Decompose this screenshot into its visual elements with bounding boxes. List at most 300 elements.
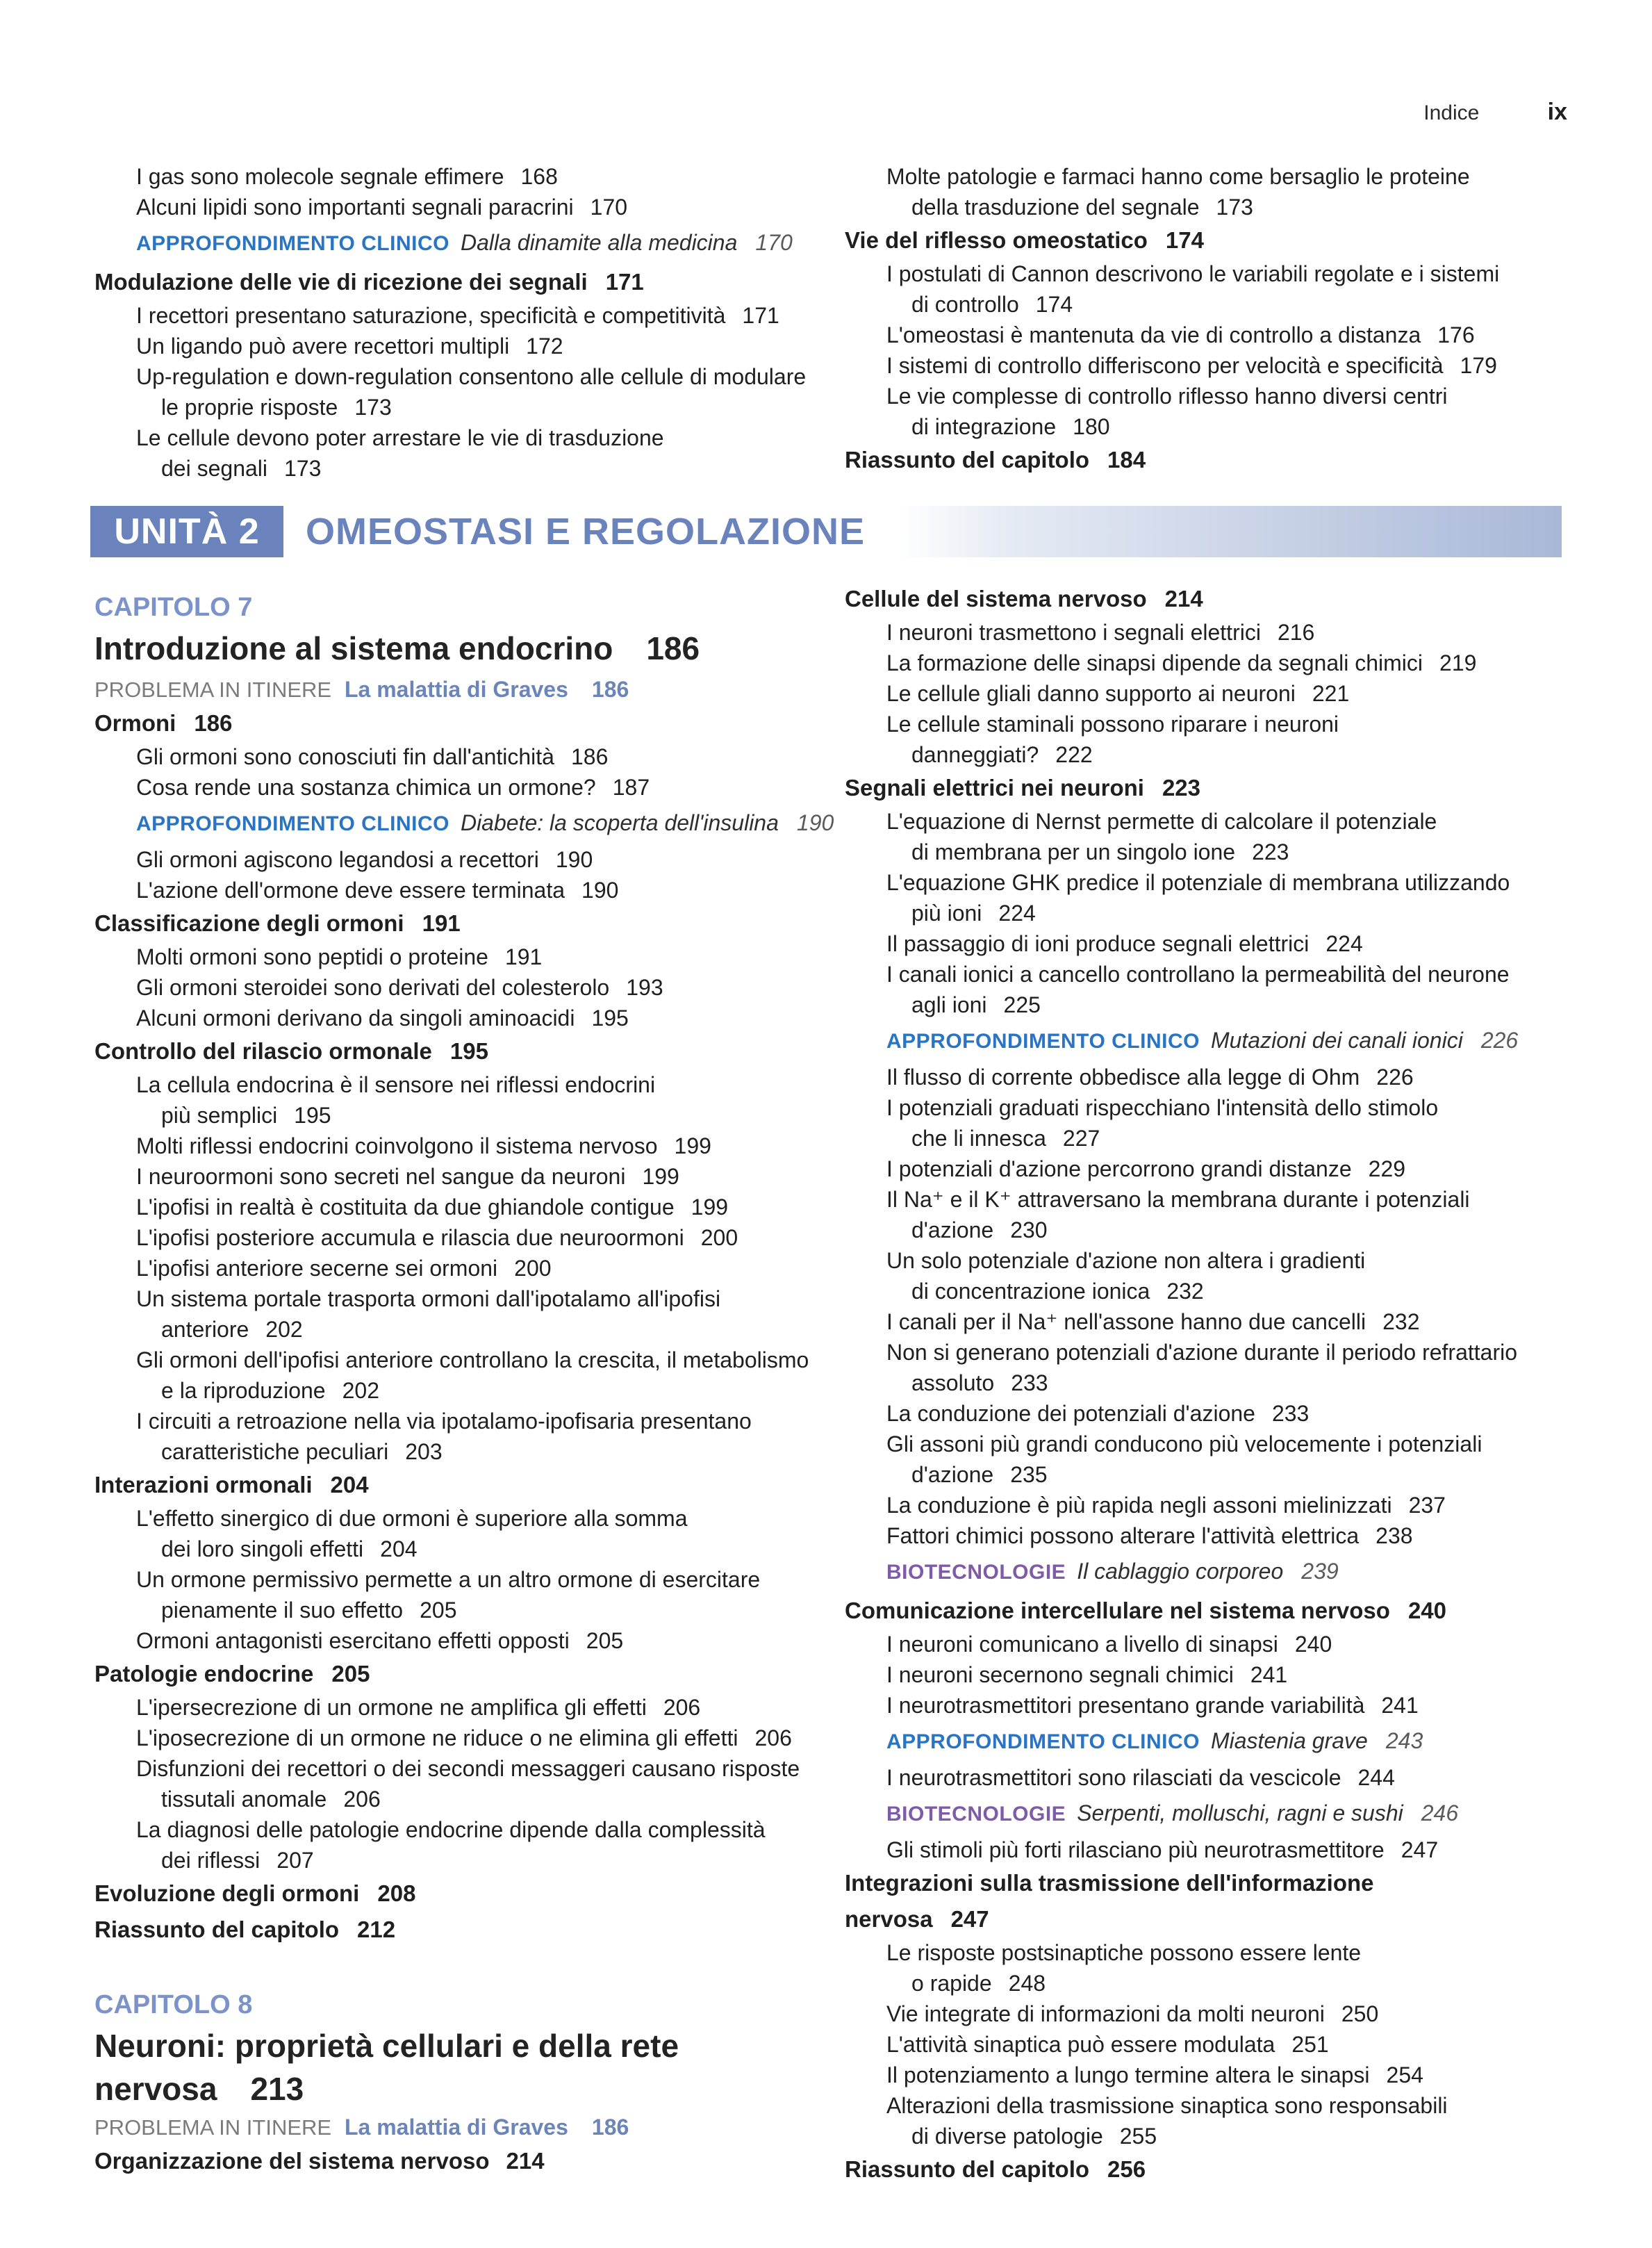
section-entry[interactable]	[94, 1467, 831, 1503]
subsection-entry[interactable]	[845, 1762, 1567, 1793]
entry-title: tissutali anomale	[161, 1787, 327, 1812]
entry-title: Classificazione degli ormoni	[94, 910, 404, 936]
entry-title: Le cellule staminali possono riparare i neuroni	[886, 712, 1339, 737]
entry-title: e la riproduzione	[161, 1378, 326, 1403]
entry-title: Molte patologie e farmaci hanno come bersaglio le proteine	[886, 164, 1470, 189]
subsection-entry[interactable]	[845, 1337, 1567, 1368]
entry-title: L'iposecrezione di un ormone ne riduce o ne elimina gli effetti	[136, 1725, 738, 1750]
entry-page: 206	[343, 1787, 381, 1812]
entry-page: 184	[1107, 447, 1146, 473]
entry-page: 214	[506, 2148, 545, 2174]
entry-page: 223	[1162, 775, 1200, 801]
callout-page: 239	[1301, 1559, 1339, 1584]
section-entry[interactable]	[845, 770, 1567, 806]
entry-continuation[interactable]	[845, 837, 1567, 867]
callout-page: 190	[796, 810, 834, 835]
callout-title: Dalla dinamite alla medicina	[460, 230, 738, 255]
subsection-entry[interactable]	[845, 617, 1567, 648]
entry-page: 232	[1382, 1309, 1420, 1334]
section-entry[interactable]	[845, 1593, 1567, 1629]
entry-page: 224	[998, 901, 1036, 926]
entry-title: Controllo del rilascio ormonale	[94, 1038, 432, 1064]
entry-title: Il potenziamento a lungo termine altera le sinapsi	[886, 2062, 1370, 2087]
entry-page: 186	[194, 710, 233, 736]
entry-page: 186	[570, 744, 609, 769]
subsection-entry[interactable]	[845, 1184, 1567, 1215]
chapter-label: CAPITOLO 7	[94, 593, 253, 622]
entry-title: dei riflessi	[161, 1848, 261, 1873]
section-entry[interactable]	[845, 2151, 1567, 2188]
entry-page: 254	[1386, 2062, 1423, 2087]
callout-page: 243	[1385, 1728, 1423, 1753]
entry-title: I postulati di Cannon descrivono le variabili regolate e i sistemi	[886, 261, 1500, 286]
subsection-entry[interactable]	[845, 381, 1567, 411]
entry-title: La cellula endocrina è il sensore nei riflessi endocrini	[136, 1072, 656, 1097]
entry-continuation[interactable]	[845, 289, 1567, 320]
entry-page: 230	[1010, 1217, 1048, 1242]
entry-continuation[interactable]	[94, 1375, 831, 1406]
entry-page: 205	[586, 1628, 624, 1653]
subsection-entry[interactable]	[845, 678, 1567, 709]
entry-title: La conduzione è più rapida negli assoni mielinizzati	[886, 1493, 1392, 1518]
entry-title: d'azione	[911, 1462, 994, 1487]
entry-title: Gli ormoni sono conosciuti fin dall'antichità	[136, 744, 554, 769]
entry-page: 170	[590, 195, 628, 220]
entry-title: Le cellule gliali danno supporto ai neuroni	[886, 681, 1296, 706]
entry-title: La diagnosi delle patologie endocrine dipende dalla complessità	[136, 1817, 766, 1842]
entry-title: Patologie endocrine	[94, 1661, 314, 1687]
entry-page: 221	[1312, 681, 1350, 706]
entry-title: Fattori chimici possono alterare l'attività elettrica	[886, 1523, 1360, 1548]
subsection-entry[interactable]	[845, 1520, 1567, 1551]
entry-title: Disfunzioni dei recettori o dei secondi messaggeri causano risposte	[136, 1756, 800, 1781]
callout-tag: APPROFONDIMENTO CLINICO	[136, 232, 449, 255]
entry-title: dei segnali	[161, 456, 267, 481]
entry-title: di integrazione	[911, 414, 1057, 439]
entry-title: I potenziali graduati rispecchiano l'intensità dello stimolo	[886, 1095, 1439, 1120]
entry-title: Alcuni ormoni derivano da singoli aminoacidi	[136, 1006, 575, 1031]
entry-title: L'ipofisi posteriore accumula e rilascia due neuroormoni	[136, 1225, 684, 1250]
entry-page: 176	[1437, 322, 1475, 347]
entry-page: 208	[377, 1880, 416, 1906]
subsection-entry[interactable]	[94, 844, 831, 875]
section-entry[interactable]	[94, 1876, 831, 1912]
entry-page: 250	[1341, 2001, 1379, 2026]
entry-title: Modulazione delle vie di ricezione dei segnali	[94, 269, 588, 295]
unit-title: OMEOSTASI E REGOLAZIONE	[306, 511, 866, 552]
callout-title: Diabete: la scoperta dell'insulina	[460, 810, 779, 835]
biotech-callout[interactable]	[845, 1551, 1567, 1593]
entry-page: 205	[331, 1661, 370, 1687]
entry-continuation[interactable]	[94, 1436, 831, 1467]
subsection-entry[interactable]	[94, 1692, 831, 1723]
section-entry[interactable]	[845, 1865, 1567, 1901]
section-entry[interactable]	[94, 1912, 831, 1948]
subsection-entry[interactable]	[94, 741, 831, 772]
section-entry[interactable]	[94, 905, 831, 942]
chapter-title-text: Introduzione al sistema endocrino	[94, 630, 613, 666]
entry-title: L'azione dell'ormone deve essere terminata	[136, 878, 565, 903]
subsection-entry[interactable]	[845, 1835, 1567, 1865]
entry-page: 180	[1073, 414, 1110, 439]
subsection-entry[interactable]	[845, 2060, 1567, 2090]
entry-continuation[interactable]	[94, 1845, 831, 1876]
subsection-entry[interactable]	[94, 422, 817, 453]
entry-continuation[interactable]	[845, 1368, 1567, 1398]
entry-title: Evoluzione degli ormoni	[94, 1880, 360, 1906]
entry-page: 216	[1277, 620, 1315, 645]
problem-label: PROBLEMA IN ITINERE	[94, 2115, 332, 2140]
entry-page: 238	[1376, 1523, 1413, 1548]
callout-page: 246	[1421, 1800, 1459, 1826]
entry-title: pienamente il suo effetto	[161, 1598, 404, 1623]
problem-title: La malattia di Graves	[344, 2115, 568, 2140]
callout-title: Serpenti, molluschi, ragni e sushi	[1077, 1800, 1403, 1826]
right-bottom-list	[845, 581, 1567, 2188]
entry-title: di controllo	[911, 292, 1019, 317]
subsection-entry[interactable]	[94, 1345, 831, 1375]
entry-continuation[interactable]	[845, 1123, 1567, 1154]
entry-page: 233	[1271, 1401, 1310, 1426]
entry-page: 255	[1119, 2124, 1157, 2149]
entry-title: L'ipofisi anteriore secerne sei ormoni	[136, 1256, 498, 1281]
subsection-entry[interactable]	[94, 972, 831, 1003]
entry-title: Up-regulation e down-regulation consentono alle cellule di modulare	[136, 364, 807, 389]
entry-page: 237	[1408, 1493, 1446, 1518]
chapter7-items	[94, 705, 834, 1948]
entry-continuation[interactable]	[94, 1784, 831, 1814]
entry-page: 224	[1325, 931, 1363, 956]
clinical-callout[interactable]	[94, 222, 817, 264]
biotech-callout[interactable]	[845, 1793, 1567, 1835]
entry-title: Interazioni ormonali	[94, 1472, 313, 1498]
entry-title: I canali ionici a cancello controllano la permeabilità del neurone	[886, 962, 1510, 987]
subsection-entry[interactable]	[845, 806, 1567, 837]
entry-continuation[interactable]	[845, 1215, 1567, 1245]
subsection-entry[interactable]	[845, 1062, 1567, 1092]
entry-continuation[interactable]	[94, 453, 817, 484]
entry-page: 212	[357, 1917, 396, 1942]
entry-continuation[interactable]	[845, 1459, 1567, 1490]
entry-page: 171	[742, 303, 779, 328]
entry-title: Cosa rende una sostanza chimica un ormone?	[136, 775, 596, 800]
entry-title: dei loro singoli effetti	[161, 1536, 364, 1561]
problem-line	[94, 2112, 831, 2143]
entry-page: 204	[330, 1472, 369, 1498]
entry-page: 214	[1164, 586, 1203, 612]
entry-continuation[interactable]	[845, 1276, 1567, 1306]
entry-page: 171	[605, 269, 644, 295]
entry-page: 172	[526, 334, 563, 359]
callout-tag: BIOTECNOLOGIE	[886, 1561, 1066, 1584]
subsection-entry[interactable]	[845, 1154, 1567, 1184]
entry-continuation[interactable]	[845, 990, 1567, 1020]
entry-title: Un solo potenziale d'azione non altera i gradienti	[886, 1248, 1366, 1273]
entry-page: 195	[449, 1038, 488, 1064]
entry-title: caratteristiche peculiari	[161, 1439, 389, 1464]
entry-page: 191	[422, 910, 461, 936]
problem-title: La malattia di Graves	[344, 677, 568, 702]
section-entry[interactable]	[94, 1033, 831, 1069]
subsection-entry[interactable]	[94, 1283, 831, 1314]
subsection-entry[interactable]	[94, 192, 817, 222]
subsection-entry[interactable]	[845, 2029, 1567, 2060]
subsection-entry[interactable]	[845, 1245, 1567, 1276]
entry-continuation[interactable]	[94, 1534, 831, 1564]
entry-title: Gli assoni più grandi conducono più velocemente i potenziali	[886, 1431, 1482, 1457]
entry-title: assoluto	[911, 1370, 995, 1395]
entry-page: 223	[1252, 839, 1289, 864]
problem-line	[94, 674, 831, 705]
subsection-entry[interactable]	[94, 361, 817, 392]
subsection-entry[interactable]	[845, 1490, 1567, 1520]
subsection-entry[interactable]	[845, 1629, 1567, 1659]
entry-title: Gli stimoli più forti rilasciano più neurotrasmettitore	[886, 1837, 1385, 1862]
entry-page: 199	[674, 1133, 711, 1158]
subsection-entry[interactable]	[94, 300, 817, 331]
entry-title: I circuiti a retroazione nella via ipotalamo-ipofisaria presentano	[136, 1409, 752, 1434]
chapter-page: 213	[250, 2071, 304, 2107]
section-entry[interactable]	[94, 705, 831, 741]
unit-banner	[90, 506, 1562, 557]
clinical-callout[interactable]	[94, 803, 834, 844]
callout-page: 226	[1480, 1028, 1519, 1053]
entry-title: di membrana per un singolo ione	[911, 839, 1236, 864]
entry-title: Le cellule devono poter arrestare le vie di trasduzione	[136, 425, 664, 450]
entry-title: I neuroni comunicano a livello di sinapsi	[886, 1632, 1278, 1657]
entry-continuation[interactable]	[94, 1314, 831, 1345]
entry-title: Vie del riflesso omeostatico	[845, 227, 1148, 253]
entry-page: 206	[663, 1695, 701, 1720]
entry-title: I sistemi di controllo differiscono per velocità e specificità	[886, 353, 1444, 378]
subsection-entry[interactable]	[94, 1406, 831, 1436]
subsection-entry[interactable]	[94, 331, 817, 361]
entry-title: I recettori presentano saturazione, specificità e competitività	[136, 303, 726, 328]
subsection-entry[interactable]	[94, 1131, 831, 1161]
right-top-list	[845, 161, 1567, 478]
entry-page: 227	[1062, 1126, 1100, 1151]
entry-page: 225	[1003, 992, 1041, 1017]
entry-page: 174	[1165, 227, 1204, 253]
subsection-entry[interactable]	[845, 959, 1567, 990]
entry-title: d'azione	[911, 1217, 994, 1242]
entry-title: agli ioni	[911, 992, 987, 1017]
entry-page: 174	[1035, 292, 1073, 317]
subsection-entry[interactable]	[94, 1564, 831, 1595]
subsection-entry[interactable]	[845, 2090, 1567, 2121]
entry-continuation[interactable]	[845, 898, 1567, 928]
entry-title: danneggiati?	[911, 742, 1039, 767]
entry-continuation[interactable]	[845, 739, 1567, 770]
section-entry[interactable]	[94, 2143, 831, 2179]
subsection-entry[interactable]	[845, 709, 1567, 739]
chapter-title-line2: nervosa	[94, 2071, 217, 2107]
subsection-entry[interactable]	[845, 1999, 1567, 2029]
entry-title: Alcuni lipidi sono importanti segnali paracrini	[136, 195, 574, 220]
entry-title: che li innesca	[911, 1126, 1046, 1151]
entry-page: 247	[950, 1906, 989, 1932]
chapter-title	[94, 627, 831, 670]
clinical-callout[interactable]	[845, 1721, 1567, 1762]
entry-title: L'omeostasi è mantenuta da vie di controllo a distanza	[886, 322, 1421, 347]
page-number: ix	[1547, 99, 1567, 125]
entry-continuation[interactable]	[845, 1968, 1567, 1999]
entry-continuation[interactable]	[94, 1100, 831, 1131]
entry-page: 173	[1216, 195, 1253, 220]
subsection-entry[interactable]	[845, 1659, 1567, 1690]
section-entry[interactable]	[845, 1901, 1567, 1937]
subsection-entry[interactable]	[94, 1192, 831, 1222]
entry-page: 205	[420, 1598, 457, 1623]
entry-page: 173	[284, 456, 322, 481]
callout-page: 170	[755, 230, 793, 255]
entry-title: I neuroormoni sono secreti nel sangue da neuroni	[136, 1164, 626, 1189]
entry-title: Gli ormoni dell'ipofisi anteriore controllano la crescita, il metabolismo	[136, 1347, 809, 1372]
subsection-entry[interactable]	[845, 320, 1567, 350]
entry-title: le proprie risposte	[161, 395, 338, 420]
entry-page: 202	[342, 1378, 379, 1403]
clinical-callout[interactable]	[845, 1020, 1567, 1062]
subsection-entry[interactable]	[845, 1937, 1567, 1968]
entry-page: 240	[1407, 1598, 1446, 1623]
subsection-entry[interactable]	[94, 1222, 831, 1253]
entry-page: 191	[504, 944, 543, 969]
entry-page: 193	[626, 975, 663, 1000]
callout-tag: APPROFONDIMENTO CLINICO	[886, 1730, 1200, 1753]
callout-tag: BIOTECNOLOGIE	[886, 1803, 1066, 1826]
entry-page: 203	[405, 1439, 443, 1464]
subsection-entry[interactable]	[94, 1003, 831, 1033]
subsection-entry[interactable]	[94, 1503, 831, 1534]
subsection-entry[interactable]	[94, 1625, 831, 1656]
entry-title: Ormoni antagonisti esercitano effetti opposti	[136, 1628, 570, 1653]
entry-page: 226	[1376, 1065, 1414, 1090]
entry-title: Organizzazione del sistema nervoso	[94, 2148, 490, 2174]
callout-tag: APPROFONDIMENTO CLINICO	[886, 1030, 1200, 1053]
entry-title: Integrazioni sulla trasmissione dell'informazione	[845, 1870, 1374, 1896]
section-entry[interactable]	[94, 1656, 831, 1692]
left-bottom-list	[94, 575, 834, 2179]
entry-title: Un sistema portale trasporta ormoni dall'ipotalamo all'ipofisi	[136, 1286, 721, 1311]
header-word: Indice	[1423, 101, 1480, 124]
callout-title: Il cablaggio corporeo	[1077, 1559, 1284, 1584]
subsection-entry[interactable]	[845, 1429, 1567, 1459]
entry-title: La formazione delle sinapsi dipende da segnali chimici	[886, 650, 1423, 675]
entry-title: La conduzione dei potenziali d'azione	[886, 1401, 1255, 1426]
entry-page: 229	[1368, 1156, 1406, 1181]
entry-title: Gli ormoni steroidei sono derivati del colesterolo	[136, 975, 610, 1000]
entry-title: L'effetto sinergico di due ormoni è superiore alla somma	[136, 1506, 688, 1531]
entry-page: 204	[380, 1536, 418, 1561]
subsection-entry[interactable]	[94, 161, 817, 192]
entry-title: Un ormone permissivo permette a un altro ormone di esercitare	[136, 1567, 761, 1592]
subsection-entry[interactable]	[94, 1723, 831, 1753]
entry-title: I potenziali d'azione percorrono grandi distanze	[886, 1156, 1352, 1181]
subsection-entry[interactable]	[845, 867, 1567, 898]
entry-page: 219	[1439, 650, 1477, 675]
entry-continuation[interactable]	[845, 2121, 1567, 2151]
entry-title: Il Na⁺ e il K⁺ attraversano la membrana durante i potenziali	[886, 1187, 1470, 1212]
subsection-entry[interactable]	[845, 161, 1567, 192]
subsection-entry[interactable]	[845, 1690, 1567, 1721]
subsection-entry[interactable]	[94, 1253, 831, 1283]
entry-title: di concentrazione ionica	[911, 1279, 1150, 1304]
subsection-entry[interactable]	[845, 350, 1567, 381]
entry-title: Molti riflessi endocrini coinvolgono il sistema nervoso	[136, 1133, 658, 1158]
chapter-page: 186	[646, 630, 700, 666]
entry-page: 241	[1381, 1693, 1419, 1718]
entry-title: Cellule del sistema nervoso	[845, 586, 1147, 612]
subsection-entry[interactable]	[94, 772, 831, 803]
entry-title: di diverse patologie	[911, 2124, 1103, 2149]
entry-page: 190	[555, 847, 593, 872]
entry-title: Molti ormoni sono peptidi o proteine	[136, 944, 488, 969]
subsection-entry[interactable]	[94, 1814, 831, 1845]
entry-continuation[interactable]	[94, 1595, 831, 1625]
entry-title: L'equazione GHK predice il potenziale di membrana utilizzando	[886, 870, 1510, 895]
entry-title: I canali per il Na⁺ nell'assone hanno due cancelli	[886, 1309, 1366, 1334]
entry-title: Il flusso di corrente obbedisce alla legge di Ohm	[886, 1065, 1360, 1090]
entry-page: 235	[1010, 1462, 1048, 1487]
entry-title: Vie integrate di informazioni da molti neuroni	[886, 2001, 1325, 2026]
entry-title: anteriore	[161, 1317, 249, 1342]
entry-title: Riassunto del capitolo	[94, 1917, 340, 1942]
entry-title: L'equazione di Nernst permette di calcolare il potenziale	[886, 809, 1437, 834]
entry-title: Le vie complesse di controllo riflesso hanno diversi centri	[886, 384, 1448, 409]
page-header	[1423, 99, 1567, 126]
subsection-entry[interactable]	[94, 1161, 831, 1192]
problem-label: PROBLEMA IN ITINERE	[94, 678, 332, 702]
subsection-entry[interactable]	[845, 928, 1567, 959]
entry-continuation[interactable]	[94, 392, 817, 422]
subsection-entry[interactable]	[845, 1398, 1567, 1429]
entry-continuation[interactable]	[845, 411, 1567, 442]
entry-page: 206	[754, 1725, 792, 1750]
section-entry[interactable]	[845, 222, 1567, 259]
entry-title: Gli ormoni agiscono legandosi a recettori	[136, 847, 539, 872]
subsection-entry[interactable]	[845, 1092, 1567, 1123]
entry-continuation[interactable]	[845, 192, 1567, 222]
entry-title: I gas sono molecole segnale effimere	[136, 164, 504, 189]
subsection-entry[interactable]	[94, 875, 831, 905]
entry-page: 168	[520, 164, 558, 189]
subsection-entry[interactable]	[94, 1753, 831, 1784]
section-entry[interactable]	[94, 264, 817, 300]
section-entry[interactable]	[845, 442, 1567, 478]
subsection-entry[interactable]	[845, 1306, 1567, 1337]
subsection-entry[interactable]	[94, 942, 831, 972]
subsection-entry[interactable]	[845, 648, 1567, 678]
section-entry[interactable]	[845, 581, 1567, 617]
entry-title: Riassunto del capitolo	[845, 447, 1090, 473]
entry-title: I neuroni trasmettono i segnali elettrici	[886, 620, 1261, 645]
entry-title: I neurotrasmettitori sono rilasciati da vescicole	[886, 1765, 1341, 1790]
entry-title: L'ipersecrezione di un ormone ne amplifica gli effetti	[136, 1695, 647, 1720]
entry-title: nervosa	[845, 1906, 933, 1932]
subsection-entry[interactable]	[94, 1069, 831, 1100]
entry-page: 179	[1460, 353, 1497, 378]
left-top-list	[94, 161, 817, 484]
entry-page: 207	[276, 1848, 314, 1873]
entry-page: 187	[612, 775, 650, 800]
entry-page: 241	[1250, 1662, 1288, 1687]
subsection-entry[interactable]	[845, 259, 1567, 289]
callout-title: Mutazioni dei canali ionici	[1210, 1028, 1463, 1053]
entry-title: Ormoni	[94, 710, 176, 736]
entry-title: o rapide	[911, 1971, 992, 1996]
entry-page: 240	[1294, 1632, 1332, 1657]
problem-page: 186	[591, 2115, 629, 2140]
